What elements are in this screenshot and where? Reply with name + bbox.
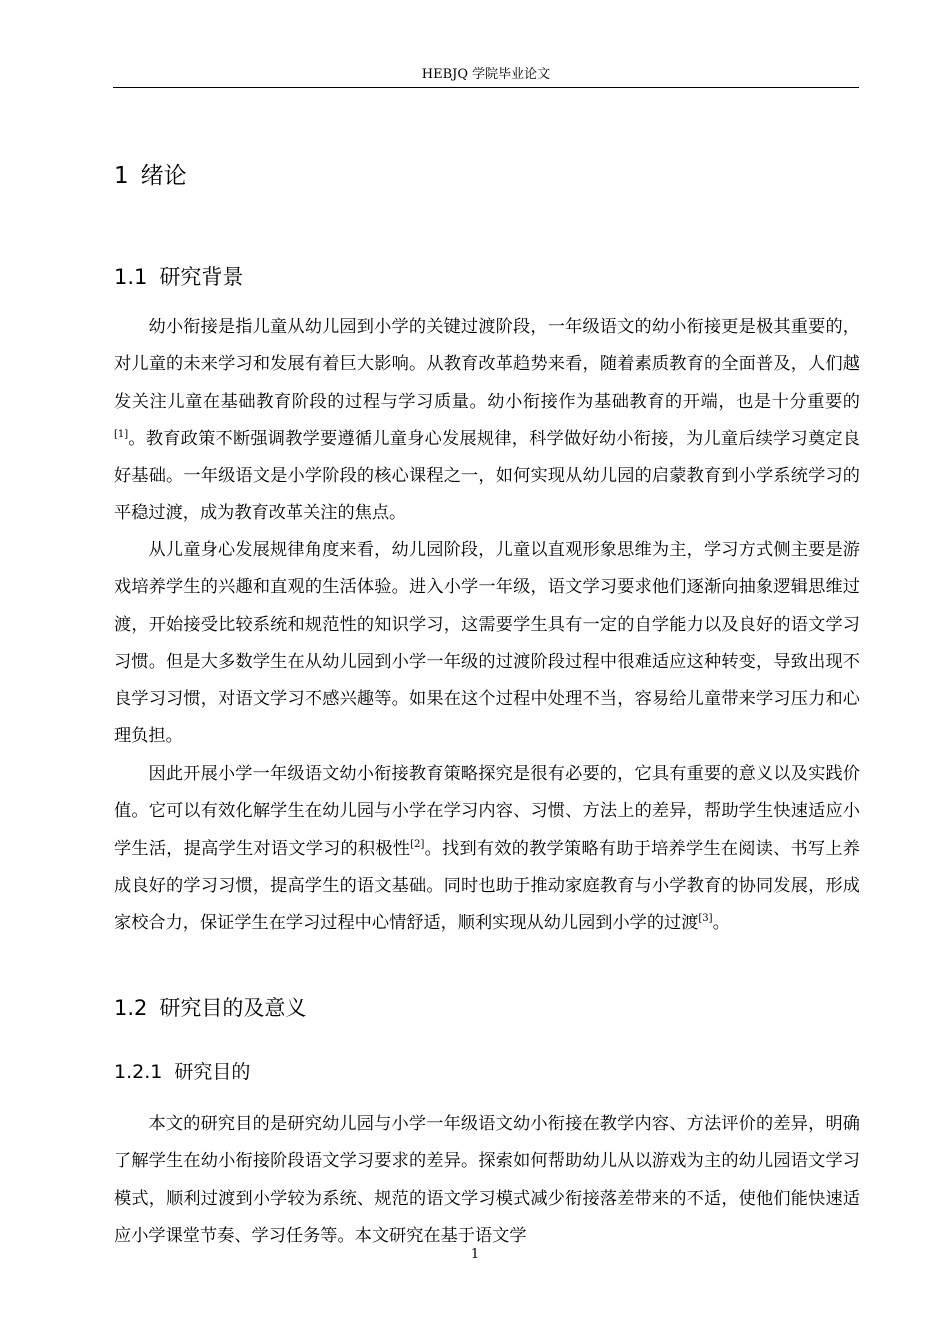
- paragraph-background-3: 因此开展小学一年级语文幼小衔接教育策略探究是很有必要的，它具有重要的意义以及实践价值。它可以有效化解学生在幼儿园与小学在学习内容、习惯、方法上的差异，帮助学生快速适应小学生活，提高学生对语文学习的积极性[2]。找到有效的教学策略有助于培养学生在阅读、书写上养成良好的学习习惯，提高学生的语文基础。同时也助于推动家庭教育与小学教育的协同发展，形成家校合力，保证学生在学习过程中心情舒适，顺利实现从幼儿园到小学的过渡[3]。: [114, 764, 860, 934]
- chapter-heading: [114, 160, 187, 192]
- section-number: 1.2: [114, 996, 148, 1020]
- section-title: 研究背景: [159, 265, 244, 289]
- citation-ref: [2]: [410, 838, 425, 850]
- citation-ref: [3]: [698, 913, 713, 925]
- paragraph-background-1: 幼小衔接是指儿童从幼儿园到小学的关键过渡阶段，一年级语文的幼小衔接更是极其重要的，对儿童的未来学习和发展有着巨大影响。从教育改革趋势来看，随着素质教育的全面普及，人们越发关注儿童在基础教育阶段的过程与学习质量。幼小衔接作为基础教育的开端，也是十分重要的[1]。教育政策不断强调教学要遵循儿童身心发展规律，科学做好幼小衔接，为儿童后续学习奠定良好基础。一年级语文是小学阶段的核心课程之一，如何实现从幼儿园的启蒙教育到小学系统学习的平稳过渡，成为教育改革关注的焦点。: [114, 317, 860, 524]
- paragraph-purpose-1: 本文的研究目的是研究幼儿园与小学一年级语文幼小衔接在教学内容、方法评价的差异，明确了解学生在幼小衔接阶段语文学习要求的差异。探索如何帮助幼儿从以游戏为主的幼儿园语文学习模式，顺利过渡到小学较为系统、规范的语文学习模式减少衔接落差带来的不适，使他们能快速适应小学课堂节奏、学习任务等。本文研究在基于语文学: [114, 1114, 860, 1246]
- subsection-heading-1-2-1: [114, 1058, 250, 1086]
- citation-ref: [1]: [114, 428, 129, 440]
- section-heading-1-2: [114, 993, 306, 1023]
- section-title: 研究目的及意义: [159, 996, 307, 1020]
- subsection-title: 研究目的: [174, 1061, 251, 1083]
- section-number: 1.1: [114, 265, 148, 289]
- chapter-title: 绪论: [140, 163, 187, 189]
- chapter-number: 1: [114, 163, 129, 189]
- paragraph-background-2: 从儿童身心发展规律角度来看，幼儿园阶段，儿童以直观形象思维为主，学习方式侧主要是游戏培养学生的兴趣和直观的生活体验。进入小学一年级，语文学习要求他们逐渐向抽象逻辑思维过渡，开始接受比较系统和规范性的知识学习，这需要学生具有一定的自学能力以及良好的语文学习习惯。但是大多数学生在从幼儿园到小学一年级的过渡阶段过程中很难适应这种转变，导致出现不良学习习惯，对语文学习不感兴趣等。如果在这个过程中处理不当，容易给儿童带来学习压力和心理负担。: [114, 540, 860, 747]
- subsection-number: 1.2.1: [114, 1061, 163, 1083]
- header-rule: [113, 87, 859, 88]
- section-heading-1-1: [114, 262, 243, 292]
- page-header: HEBJQ 学院毕业论文: [421, 67, 551, 82]
- page-number: 1: [470, 1247, 480, 1262]
